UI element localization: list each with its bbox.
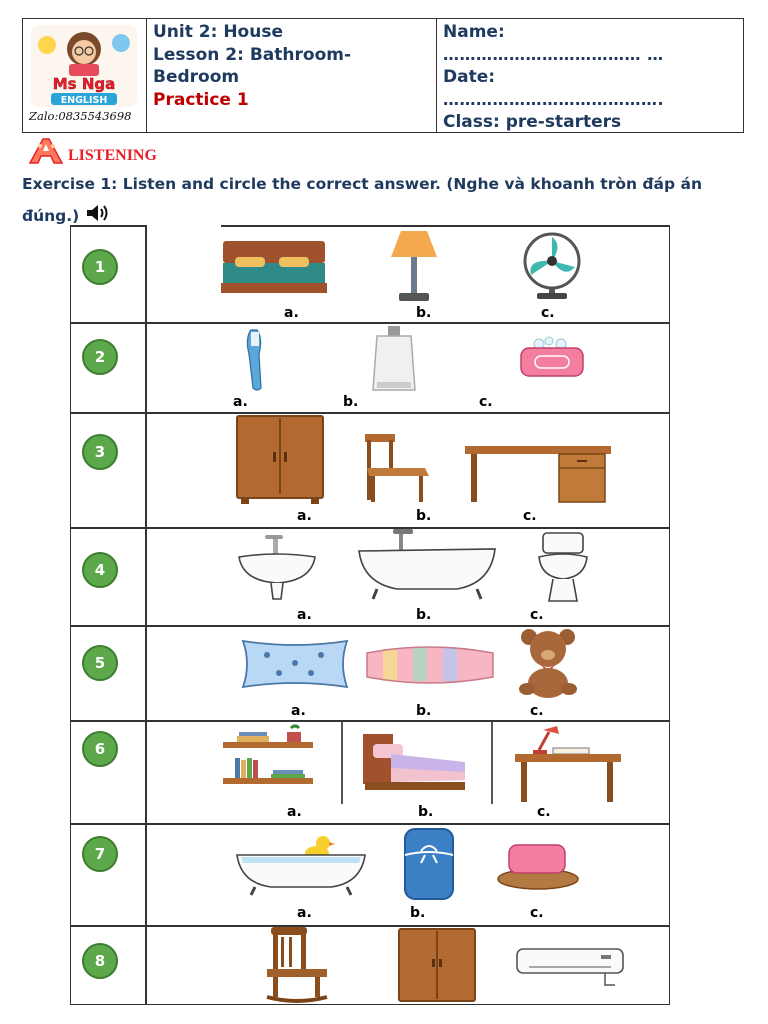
option-a-label[interactable]: a.	[297, 905, 312, 921]
question-number-badge: 8	[82, 943, 118, 979]
exercise-grid	[70, 225, 670, 1005]
option-b-label[interactable]: b.	[343, 394, 359, 410]
lesson-title-line2: Bedroom	[153, 67, 240, 87]
svg-text:ENGLISH: ENGLISH	[60, 95, 108, 106]
question-row-5	[71, 625, 669, 720]
bathtub-icon[interactable]	[357, 527, 497, 603]
option-c-label[interactable]: c.	[541, 305, 555, 321]
question-number-badge: 7	[82, 836, 118, 872]
option-c-label[interactable]: c.	[530, 703, 544, 719]
worksheet-header	[22, 18, 744, 133]
listening-title: LISTENING	[68, 147, 157, 164]
towel-icon[interactable]	[397, 825, 461, 903]
student-info	[437, 19, 743, 132]
question-row-2	[71, 322, 669, 412]
blanket-icon[interactable]	[363, 639, 497, 691]
option-b-label[interactable]: b.	[410, 905, 426, 921]
option-a-label[interactable]: a.	[297, 508, 312, 524]
practice-title: Practice 1	[153, 89, 249, 110]
bed-icon[interactable]	[361, 732, 469, 794]
desk-lamp-icon[interactable]	[513, 724, 623, 804]
bookshelf-icon[interactable]	[221, 724, 315, 790]
chair-icon[interactable]	[359, 432, 433, 504]
svg-text:Ms Nga: Ms Nga	[52, 75, 116, 93]
option-c-label[interactable]: c.	[530, 607, 544, 623]
exercise-instruction	[22, 168, 752, 232]
section-a-badge-icon	[26, 137, 66, 165]
question-row-8	[71, 925, 669, 1003]
soap-icon[interactable]	[517, 336, 587, 380]
question-row-7	[71, 823, 669, 925]
cupboard-icon[interactable]	[397, 927, 477, 1003]
date-label: Date:	[443, 67, 496, 87]
option-b-label[interactable]: b.	[416, 508, 432, 524]
option-a-label[interactable]: a.	[291, 703, 306, 719]
soap-dish-icon[interactable]	[495, 835, 581, 891]
option-b-label[interactable]: b.	[416, 703, 432, 719]
wardrobe-icon[interactable]	[233, 414, 327, 506]
logo-cell	[23, 19, 147, 132]
sink-icon[interactable]	[235, 533, 319, 601]
lesson-info	[147, 19, 437, 132]
question-row-4	[71, 527, 669, 625]
ms-nga-english-logo	[29, 23, 139, 109]
option-a-label[interactable]: a.	[284, 305, 299, 321]
name-label: Name:	[443, 22, 505, 42]
exercise-text: : Listen and circle the correct answer. (Nghe và khoanh tròn đáp án đúng.)	[22, 175, 702, 225]
speaker-icon[interactable]	[85, 203, 111, 223]
zalo-contact: Zalo:0835543698	[29, 109, 132, 123]
toilet-icon[interactable]	[535, 531, 591, 603]
bed-icon[interactable]	[219, 237, 329, 297]
option-c-label[interactable]: c.	[537, 804, 551, 820]
pillow-icon[interactable]	[237, 635, 353, 693]
question-number-badge: 4	[82, 552, 118, 588]
toothbrush-icon[interactable]	[239, 328, 273, 392]
fan-icon[interactable]	[519, 231, 585, 301]
question-number-badge: 5	[82, 645, 118, 681]
question-number-badge: 3	[82, 434, 118, 470]
lesson-title-line1: Lesson 2: Bathroom-	[153, 44, 352, 65]
class-label: Class: pre-starters	[443, 112, 622, 132]
air-conditioner-icon[interactable]	[515, 945, 627, 989]
question-row-6	[71, 720, 669, 823]
exercise-number: Exercise 1	[22, 175, 112, 193]
desk-icon[interactable]	[463, 442, 613, 504]
name-blank[interactable]: ……………………………… …	[443, 44, 664, 64]
option-c-label[interactable]: c.	[523, 508, 537, 524]
rocking-chair-icon[interactable]	[263, 925, 331, 1003]
option-b-label[interactable]: b.	[418, 804, 434, 820]
option-a-label[interactable]: a.	[297, 607, 312, 623]
question-number-badge: 2	[82, 339, 118, 375]
question-row-1	[71, 225, 669, 322]
bathtub-duck-icon[interactable]	[235, 833, 367, 897]
option-c-label[interactable]: c.	[479, 394, 493, 410]
unit-title: Unit 2: House	[153, 22, 283, 42]
lamp-icon[interactable]	[389, 229, 439, 303]
question-number-badge: 6	[82, 731, 118, 767]
option-b-label[interactable]: b.	[416, 607, 432, 623]
question-number-badge: 1	[82, 249, 118, 285]
question-row-3	[71, 412, 669, 527]
listening-section-heading	[26, 137, 157, 165]
date-blank[interactable]: ………………………………….	[443, 89, 665, 109]
option-a-label[interactable]: a.	[233, 394, 248, 410]
option-c-label[interactable]: c.	[530, 905, 544, 921]
teddy-bear-icon[interactable]	[515, 627, 581, 699]
option-a-label[interactable]: a.	[287, 804, 302, 820]
toothpaste-icon[interactable]	[371, 324, 417, 392]
option-b-label[interactable]: b.	[416, 305, 432, 321]
